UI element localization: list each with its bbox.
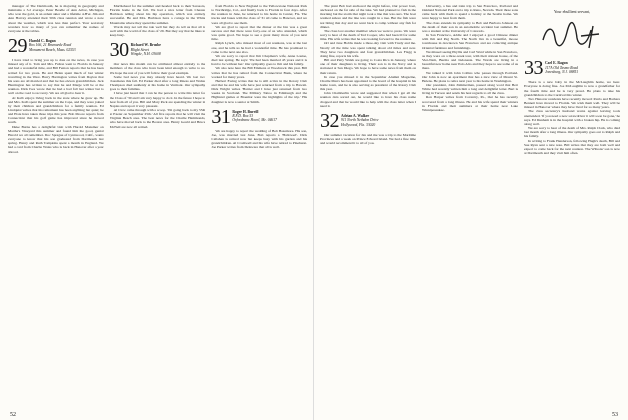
column-5 (422, 4, 518, 406)
class-entry-30 (109, 39, 206, 62)
paragraph: John Chamberlin wrote and suggested that when I get all the reunion data sorted out, he would like to have his class name dropped and that he would like to help with the class letter when I need it. (320, 91, 416, 108)
paragraph: University, a bus and train trip to San Francisco, Portland and Oakland National Park and a trip to Reno, Nevada. Their three sons came back with them to spend a holiday at the Seattle home. We were happy to hear from them. (422, 4, 518, 21)
paragraph: Orl and Jane Hobbs made a three-day visit with Trudy and me. Nearly all the time was spent talking about old times and new. They have two daughters and four grandchildren. Les Flagg is doing fine, reports his wife. (320, 41, 416, 58)
address-line: 911 North Nethdon Drive (341, 118, 379, 123)
address-line: Monument Beach, Mass. 02553 (29, 47, 76, 52)
class-entry-32 (320, 109, 416, 132)
right-columns (320, 4, 620, 406)
paragraph: In San Francisco, Addie and I enjoyed a good Chinese dinner with Jim and Peg North. The North live in a beautiful, moose townhouse in downtown San Francisco and are collecting antique Oriental furniture and furnishings. (422, 33, 518, 50)
paragraph: manager of The Dartmouth, he is majoring in geography and maintains a 3.2 average. Peter Beadle of Ann Arbor, Michigan, who won the gold, is an ardent skier and a lifetime 4-H'er. Jim and Ann Harvey attended their 50th class reunion and wrote a note about the weather, which was less than perfect. Your secretary wonders how so many of you can remember the names of everyone at the tables. (8, 4, 104, 33)
paragraph: I have tried to bring you up to date on the news, in case you missed any of it. Tom and Mrs. Fulton went to Florida in January and had a wonderful time, and Bill Fenton reports that he has been retired for two years. He and Helen spent much of last winter travelling in the West. Harry Harrington writes from Dayton that his sons are all married and that he has eleven grandchildren. Jack Huntington has written to say that he and Marge will be at the reunion. Dick Ives wrote that he had a bad fall last winter but is well on the road to recovery. We are all glad to hear it. (8, 58, 104, 96)
secretary-name: Adrian A. Walker (341, 113, 370, 118)
secretary-name: Richard W. Brusbe (130, 43, 161, 48)
paragraph: from Florida to New England to the Yellowstone National Park to Northridge, Cal., and finally back to Florida in four days. After the reunion in June, he returned to his home in Center, Fla. The trucks and buses with the class of '31 all came to Hanover, and we were all glad to see them. (211, 4, 308, 25)
secretary-name: Carl E. Ragon (545, 61, 568, 66)
address-line: Bligbt Street (130, 47, 150, 52)
address-line: Box 166, 21 Brumarde Road (29, 43, 72, 48)
paragraph: Our news this month can be attributed almost entirely to the members of the class who have been kind enough to write to us. We hope the rest of you will follow their good example. (109, 62, 206, 75)
address-line: Hollywood, Fla. 33020 (341, 122, 376, 127)
paragraph: We talked it with John Collins who passes through Portland. Our John is now an apartment that has a nice view of Mount St. Helens. He plans to retire next year to his home in Washington. (422, 70, 518, 83)
secretary-name: Roger H. Burrill (232, 109, 259, 114)
class-year-number: 29 (8, 35, 27, 58)
signature-icon (524, 18, 620, 55)
column-1 (8, 4, 104, 406)
class-entry-29 (8, 35, 104, 58)
left-columns (8, 4, 307, 406)
paragraph: Some bad news you may already have heard. We lost two classmates this fall. Ed Parker died after a long illness and Walter Thompson died suddenly at his home in Vermont. Our sympathy goes to their families. (109, 74, 206, 92)
paragraph: Ralph Lynch, who missed most of our reunions, was at the last one, and he tells us he had a wonderful time. He has promised to come to the next one also. (211, 41, 308, 54)
address-line: Orfordnanc Hovel, Me. 04617 (232, 118, 277, 123)
paragraph: Ron Harper writes from Coventry, Pa., that he has recently recovered from a long illness. He and his wife spend their winters in Florida and their summers at their home near Lake Winnipesaukee. (422, 95, 518, 112)
secretary-address (131, 41, 161, 56)
address-line: 117A Old Tasmo Road (545, 65, 579, 70)
secretary-name: Harold C. Bogan (29, 39, 56, 44)
paragraph: Al Kalb enjoys living back in the state where he grew up. He and Mrs. Kalb spent the summer on the Cape, and they were joined by their children and grandchildren for a family reunion. Ed Lindquist writes that his retirement has been anything but quiet; he and Elsie have taken three trips this year. Bob Moore reports from Connecticut that his golf game has improved since he moved south. (8, 95, 104, 125)
column-2 (110, 4, 206, 406)
class-year-number: 30 (109, 39, 129, 62)
paragraph: We are sorry to report that Jim Chapman's wife, Anne Louise, died last spring. He says: 'We had been married 43 years and it is hard to be without her.' Our sympathy goes to Jim and his family. (211, 53, 308, 67)
paragraph: In writing to Frank Henderson, following Hugh's death, Bill and Sue Ryan sent a nice note. Bill writes that they are both well and expect to come back for the next reunion. The Wilsons' son is now at Dartmouth and they visit him often. (524, 138, 620, 155)
address-line: Wingde, N.H. 03608 (130, 51, 161, 56)
column-4 (320, 4, 416, 406)
paragraph: We are glad to report that the dinner at the Inn was a great success and that there were forty-one of us who attended, which was quite good. We hope to see a great many more of you next time. (211, 24, 308, 42)
page-number-left: 52 (10, 412, 16, 418)
paragraph: Al Clow came through with a scoop. 'I'm going back to my 55th at Exeter on September 25th.' All five reports that he will visit the Virginia Beach area. The best news for the Charlie Hammonds, who have moved back to the Boston area. Henry Gould and Bruce McNeil are now all retired. (109, 107, 206, 129)
paragraph: Bill and Patty Walsh are going to Costa Rica in January, where one of their daughters is living. Their son is in the Navy and is stationed at San Diego. We hope to have some news from them on their return. (320, 58, 416, 75)
page-number-right: 53 (612, 412, 618, 418)
paragraph: We are sorry to hear of the death of Mrs. Ralph Clark, who died last month after a long illness. Our sympathy goes out to Ralph and his family. (524, 126, 620, 139)
column-6 (524, 4, 620, 406)
paragraph: Words may not tell the tale well but they do tell us that all is well with the world of the class of '29. But they say that he likes to keep busy. (109, 24, 206, 38)
paragraph: We missed seeing Phyllis and Carl Ward while in San Francisco, as they were on a three-week tour, with their sixteen house, of the Viet-Nam, Burma and Indonesia. The Wards are living in a beautiful new home near Palo Alto and they hope to see some of us there. (422, 49, 518, 71)
address-line: R.F.D. Box 53 (232, 114, 254, 119)
class-entry-31 (211, 105, 307, 128)
secretary-address (545, 59, 578, 74)
paragraph: Two Hanover residents have recently moved: Parris and Barbara Bennett have moved to Florida. We wish them well. They will be missed in Hanover where they have lived for so many years. (524, 96, 620, 110)
secretary-address (232, 108, 277, 123)
paragraph: The class secretary's husband warns against leaving tools unattended. 'If you need a new screwdriver it will soon be gone,' he says. Ed Dunham is in the hospital with a broken hip. He is coming along well. (524, 109, 620, 126)
paragraph: In case you missed it in the September Alumni Magazine, Charlie Marrs has been appointed to the board of the hospital in his home town, and he is also serving as president of the Rotary Club this year. (320, 74, 416, 92)
paragraph: Our president, John Zimmerman, passed along word that Bert White had recently written him a long and delightful letter. Bert is living in Tucson and sends his best regards to all the class. (422, 82, 518, 96)
closing-line: Your ebullient servant, (553, 9, 591, 14)
paragraph: There is a new baby in the McLaughlin home, we hear. Everyone is doing fine. Joe McLaughlin is now a grandfather for the fourth time and he is very proud. He plans to take his grandchildren to the Carnival this winter. (524, 80, 620, 97)
paragraph: The plant Bob had anchored the night before, Our power boat, anchored on the far side of the lake. We had planned to fish in the morning but the storm that night took a line that was ours. The boat washed ashore and the line was caught in a tree. But the fish were not biting that day and we went back to camp without any fish for dinner. (320, 4, 416, 29)
right-page (314, 0, 628, 420)
class-entry-33 (524, 57, 620, 80)
paragraph: We are happy to report the wedding of Bob Bazemore. His son, Joe, was married last June. Bob reports a 'Hallowed'. Dick Callahan is retired now but keeps busy with his garden and his grandchildren. Al Cromwell and his wife have retired to Pinehurst. Joe Parker writes from Delaware that all is well. (211, 128, 308, 150)
class-year-number: 31 (211, 105, 231, 128)
class-year-number: 33 (524, 57, 543, 80)
paragraph: Marblehead for the summer and headed back to their Sarasota, Florida home in the fall. We had a nice letter from Chester Harbison telling about his hip operation, which was entirely successful. He and Mrs. Harbison have a cottage in the White Mountains where they spend the summer. (109, 4, 206, 25)
paragraph: I have just heard that I can be the person to write this letter for the Class of '30 and I am very happy to do it. In the future I hope to hear from all of you. Bill and Mary Peck are spending the winter in Naples and report it very pleasant. (109, 91, 206, 108)
secretary-address (341, 112, 379, 127)
paragraph: Duke Burns has a delightful visit with Harold Mansmer on Martha's Vineyard this summer and found him the good, genial Harold we all remember. Doc Sprague of Lynnwood, Calif., wants everyone to know that his son graduated from Dartmouth last spring. Henry and Ruth Tompkins spent a month in England. We had a card from Charlie Wales who is back in Hanover after a year abroad. (8, 124, 104, 154)
address-line: Jonesburg, N.J. 08851 (545, 69, 579, 74)
column-3 (211, 4, 307, 406)
paragraph: The class extends its sympathy to Bob and Barbara Johnson on the death of their son in an automobile accident last summer. He was a student at the University of Colorado. (422, 20, 518, 33)
paragraph: Our summer vacation for Jan and me was a trip to the Maritime Provinces and a week on Prince Edward Island. We had a fine time and would recommend it to all of you. (320, 132, 416, 146)
paragraph: The class lost another member when we went to press. We were sorry to hear of the death of Ted Cooper, who had been ill for some time. His wife writes that he was looking forward to the reunion. (320, 28, 416, 42)
paragraph: We also note here the Bill Emmons at Woodstock this year. Bill writes that he has retired from the Connecticut Bank, where he worked for many years. (211, 66, 308, 79)
class-year-number: 32 (320, 109, 339, 132)
paragraph: Herbert Ewing writes that he is still active in the Rotary Club and that he and his wife have just returned from a trip to Hawaii. Dick Wright writes 'Harriet and I have just returned from two weeks in Scotland. The Military Tattoo in Edinburgh and the Highland games at Braemar were the highlights of the trip.' His daughter is now a senior at Smith. (211, 78, 308, 104)
secretary-address (29, 37, 76, 52)
